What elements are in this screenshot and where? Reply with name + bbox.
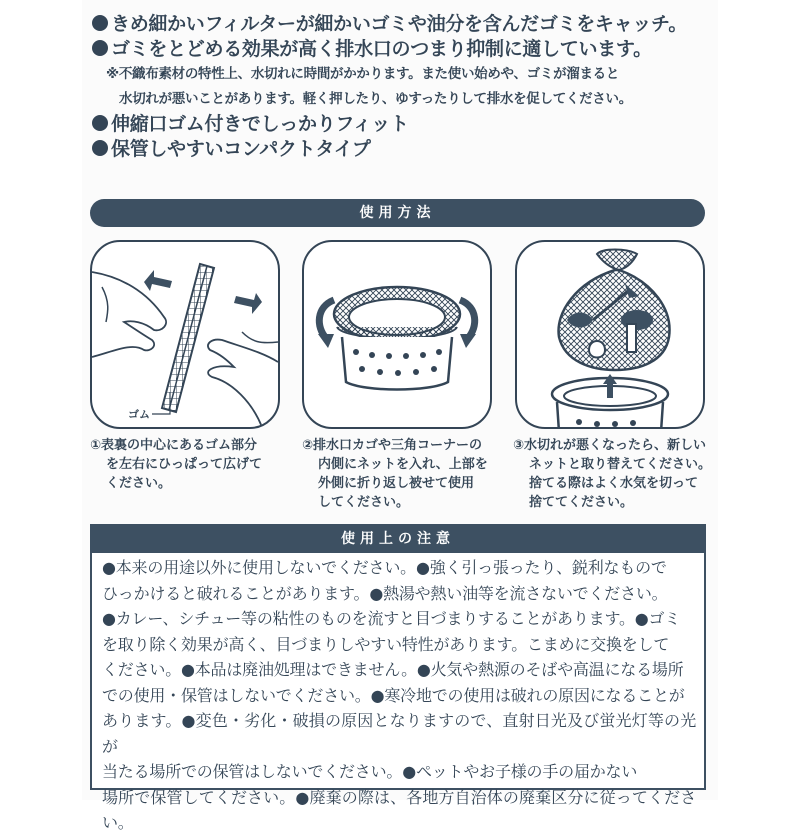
caution-line: ●本来の用途以外に使用しないでください。●強く引っ張ったり、鋭利なもので xyxy=(102,558,667,577)
step-text: ください。 xyxy=(106,476,172,491)
usage-title-banner: 使用方法 xyxy=(90,199,705,227)
step-text: を左右にひっぱって広げて xyxy=(106,457,263,472)
feature-text: 保管しやすいコンパクトタイプ xyxy=(111,138,371,160)
step-text: 捨ててください。 xyxy=(529,495,634,510)
step-number: ② xyxy=(302,438,314,453)
step-text: 表裏の中心にあるゴム部分 xyxy=(101,438,258,453)
caution-line: での使用・保管はしないでください。●寒冷地での使用は破れの原因になることが xyxy=(102,685,685,705)
caution-line: ●カレー、シチュー等の粘性のものを流すと目づまりすることがあります。●ゴミ xyxy=(102,609,681,628)
step-text: 内側にネットを入れ、上部を xyxy=(318,457,488,472)
feature-item xyxy=(92,112,712,137)
svg-text:ゴム: ゴム xyxy=(128,408,150,421)
step1-illustration xyxy=(90,240,280,429)
caution-line: を取り除く効果が高く、目づまりしやすい特性があります。こまめに交換をして xyxy=(102,634,670,654)
step-number: ① xyxy=(90,438,102,453)
feature-text: きめ細かいフィルターが細かいゴミや油分を含んだゴミをキャッチ。 xyxy=(111,13,688,35)
step2-illustration xyxy=(302,240,492,429)
feature-text: 伸縮口ゴム付きでしっかりフィット xyxy=(111,113,409,135)
bullet-icon xyxy=(92,40,108,56)
basket-net-icon xyxy=(304,242,490,427)
hands-stretch-net-icon xyxy=(92,242,278,427)
bullet-icon xyxy=(92,140,108,156)
caution-line: ひっかけると破れることがあります。●熱湯や熱い油等を流さないでください。 xyxy=(102,583,668,603)
cautions-title: 使用上の注意 xyxy=(92,526,704,553)
feature-item xyxy=(92,12,712,37)
step3-illustration xyxy=(515,240,705,429)
feature-list xyxy=(92,12,712,162)
step-text: 捨てる際はよく水気を切って xyxy=(529,476,699,491)
note-line: ※不織布素材の特性上、水切れに時間がかかります。また使い始めや、ゴミが溜まると xyxy=(106,66,620,82)
cautions-box xyxy=(90,524,706,832)
caution-line: 場所で保管してください。●廃棄の際は、各地方自治体の廃棄区分に従ってください。 xyxy=(102,787,696,832)
caution-line: あります。●変色・劣化・破損の原因となりますので、直射日光及び蛍光灯等の光が xyxy=(102,711,696,756)
caution-line: 当たる場所での保管はしないでください。●ペットやお子様の手の届かない xyxy=(102,762,638,781)
step-1-instructions xyxy=(90,436,290,493)
bullet-icon xyxy=(92,115,108,131)
bullet-icon xyxy=(92,15,108,31)
caution-line: ください。●本品は廃油処理はできません。●火気や熱源のそばや高温になる場所 xyxy=(102,660,684,679)
step-text: 外側に折り返し被せて使用 xyxy=(318,476,475,491)
net-disposal-icon xyxy=(517,242,703,427)
step-text: ネットと取り替えてください。 xyxy=(529,457,712,472)
step-3-instructions xyxy=(513,436,713,512)
cautions-body xyxy=(92,553,704,836)
step-2-instructions xyxy=(302,436,502,512)
feature-item xyxy=(92,37,712,62)
step-text: してください。 xyxy=(318,495,410,510)
note-line: 水切れが悪いことがあります。軽く押したり、ゆすったりして排水を促してください。 xyxy=(119,91,632,107)
feature-text: ゴミをとどめる効果が高く排水口のつまり抑制に適しています。 xyxy=(111,38,652,60)
step-number: ③ xyxy=(513,438,525,453)
feature-item xyxy=(92,137,712,162)
step-text: 排水口カゴや三角コーナーの xyxy=(313,438,483,453)
step-text: 水切れが悪くなったら、新しい xyxy=(524,438,707,453)
